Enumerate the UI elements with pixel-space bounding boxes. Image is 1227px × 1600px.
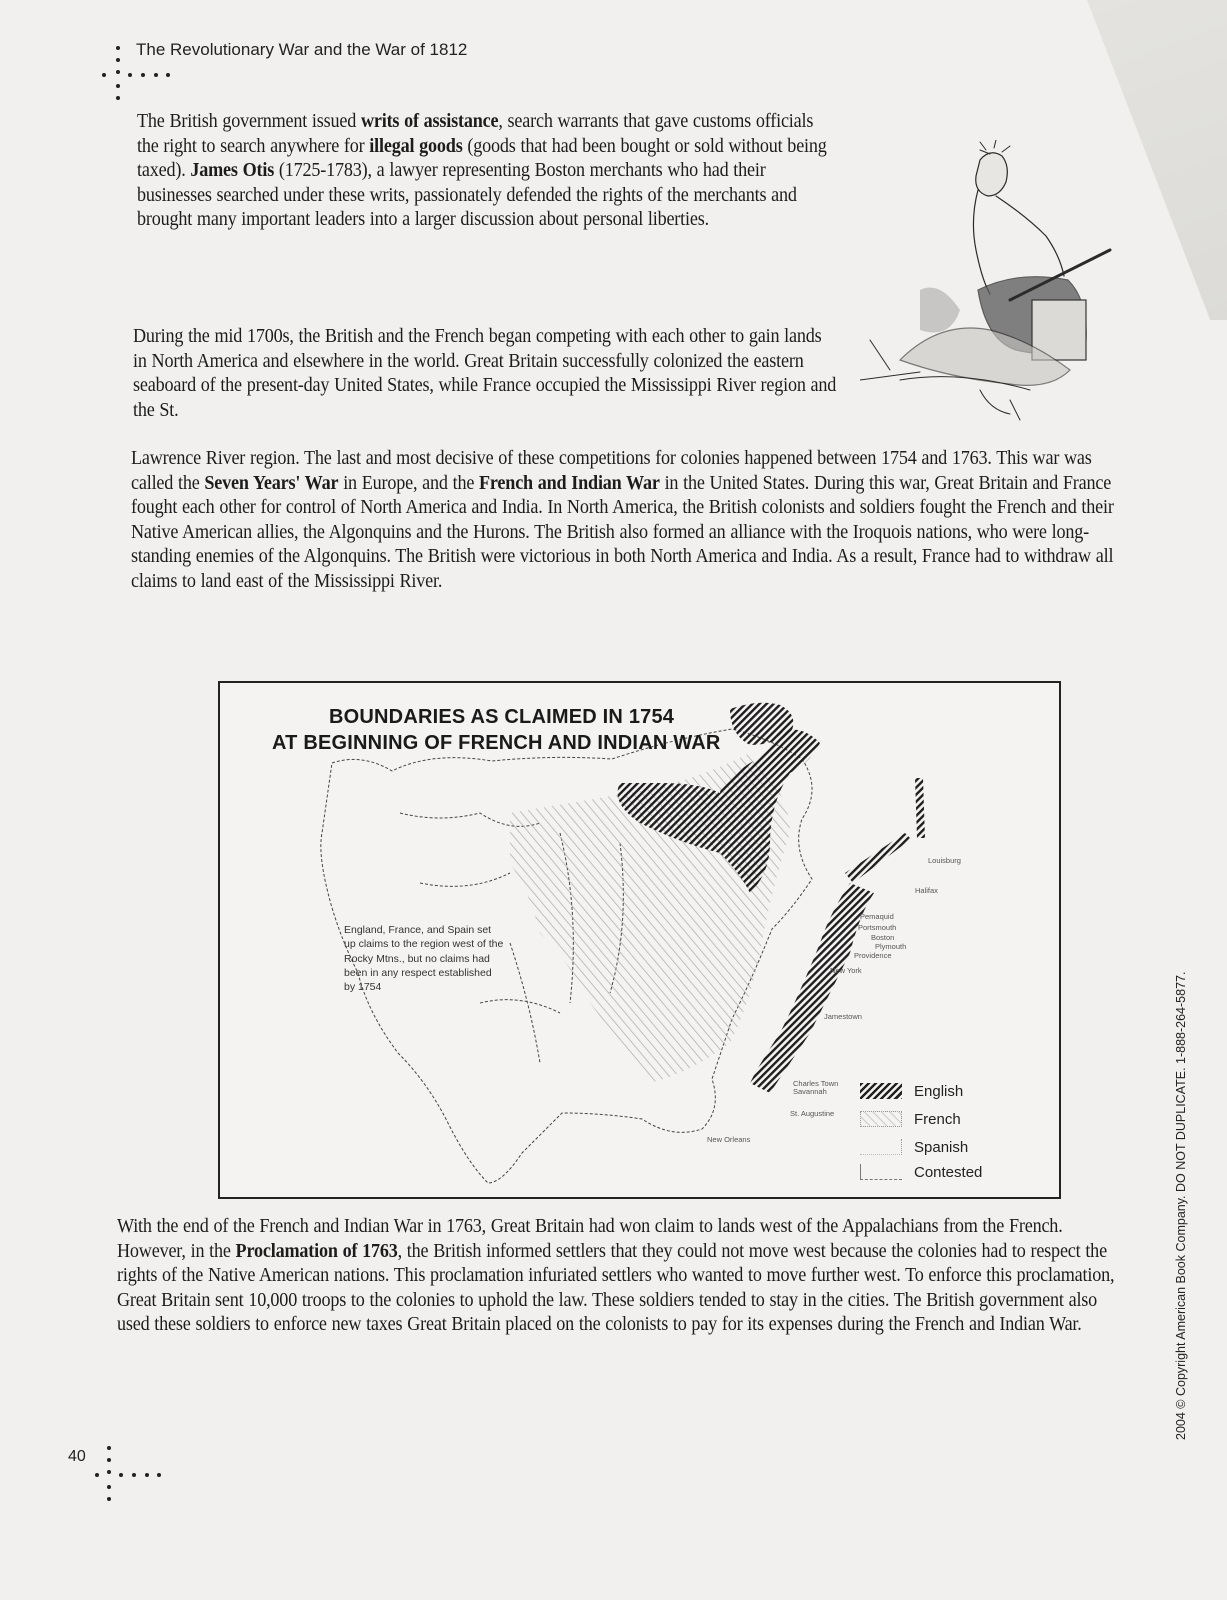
city-label: New Orleans [707, 1135, 751, 1144]
key-term: Seven Years' War [204, 472, 339, 494]
legend-item-english: English [860, 1081, 963, 1101]
legend-item-spanish: Spanish [860, 1137, 968, 1157]
key-term: Proclamation of 1763 [235, 1240, 398, 1262]
city-label: Boston [871, 933, 895, 942]
english-hatch-swatch [860, 1083, 902, 1099]
contested-outline-swatch [860, 1164, 902, 1180]
map-title-line1: BOUNDARIES AS CLAIMED IN 1754 [329, 706, 675, 728]
map-figure [218, 681, 1061, 1199]
city-label: Portsmouth [858, 923, 897, 932]
french-dotted-swatch [860, 1111, 902, 1127]
chapter-title: The Revolutionary War and the War of 1812 [136, 40, 468, 59]
city-label: Charles Town [793, 1079, 839, 1088]
legend-item-french: French [860, 1109, 961, 1129]
city-label: Providence [854, 951, 892, 960]
city-label: New York [830, 966, 862, 975]
city-label: St. Augustine [790, 1109, 835, 1118]
map-title-line2: AT BEGINNING OF FRENCH AND INDIAN WAR [272, 732, 721, 754]
city-label: Pemaquid [860, 912, 894, 921]
city-label: Savannah [793, 1087, 827, 1096]
city-label: Plymouth [875, 942, 907, 951]
map-note: England, France, and Spain set up claims to the region west of the Rocky Mtns., but no claims had been in any respect established by 1754 [344, 924, 504, 994]
key-term: illegal goods [369, 135, 463, 157]
key-term: James Otis [190, 160, 275, 181]
spanish-outline-swatch [860, 1139, 902, 1155]
paragraph-french-indian-war: Lawrence River region. The last and most decisive of these competitions for colonies happened between 1754 and 1763. This war was called the Seven Years' War in Europe, and the French and Indian War in the United States. During this war, Great Britain and France fought each other for control of North America and India. In North America, the British colonists and soldiers fought the French and their Native American allies, the Algonquins and the Hurons. The British also formed an alliance with the Iroquois nations, who were long-standing enemies of the Algonquins. The British were victorious in both North America and India. As a result, France had to withdraw all claims to land east of the Mississippi River. [131, 448, 1114, 592]
copyright-notice: 2004 © Copyright American Book Company. DO NOT DUPLICATE. 1-888-264-5877. [1174, 971, 1188, 1440]
city-label: Louisburg [928, 856, 961, 865]
page-number: 40 [68, 1448, 86, 1465]
legend-item-contested: Contested [860, 1162, 982, 1182]
city-label: Jamestown [824, 1012, 862, 1021]
paragraph-competition-intro: During the mid 1700s, the British and the French began competing with each other to gain lands in North America and elsewhere in the world. Great Britain successfully colonized the eastern seaboard of the present-day United States, while France occupied the Mississippi River region and the St. [133, 326, 837, 421]
native-american-illustration [860, 140, 1125, 425]
key-term: writs of assistance [360, 111, 499, 132]
key-term: French and Indian War [479, 472, 660, 494]
city-label: Halifax [915, 886, 938, 895]
paragraph-proclamation-1763: With the end of the French and Indian War in 1763, Great Britain had won claim to lands west of the Appalachians from the French. However, in the Proclamation of 1763, the British informed settlers that they could not move west because the colonies had to respect the rights of the Native American nations. This proclamation infuriated settlers who wanted to move further west. To enforce this proclamation, Great Britain sent 10,000 troops to the colonies to uphold the law. These soldiers tended to stay in the cities. The British government also used these soldiers to enforce new taxes Great Britain placed on the colonists to pay for its expenses during the French and Indian War. [117, 1216, 1115, 1335]
paragraph-writs-of-assistance: The British government issued writs of assistance, search warrants that gave customs officials the right to search anywhere for illegal goods (goods that had been bought or sold without being taxed). James Otis (1725-1783), a lawyer representing Boston merchants who had their businesses searched under these writs, passionately defended the rights of the merchants and brought many important leaders into a larger discussion about personal liberties. [137, 111, 827, 230]
